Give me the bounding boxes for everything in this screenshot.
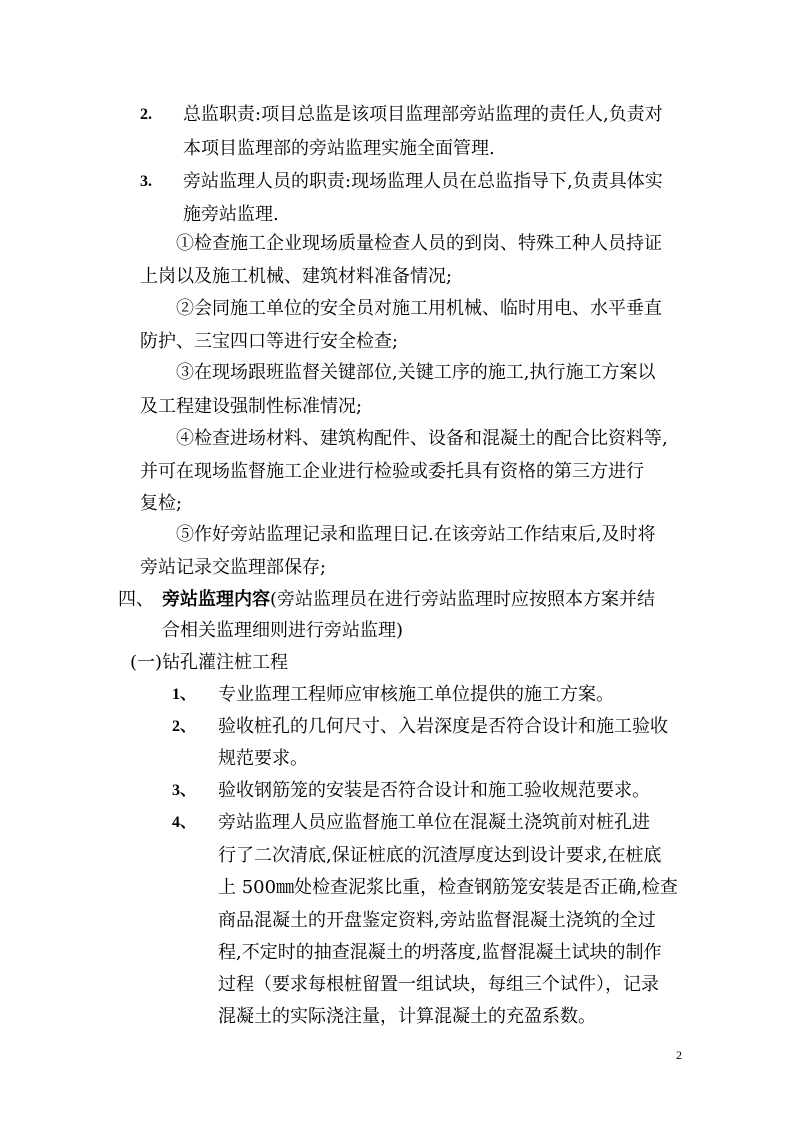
text-line: 总监职责:项目总监是该项目监理部旁站监理的责任人,负责对 (183, 104, 663, 125)
text-line: 并可在现场监督施工企业进行检验或委托具有资格的第三方进行 (140, 461, 644, 482)
item-number: 3、 (172, 782, 197, 799)
text-line: 本项目监理部的旁站监理实施全面管理. (183, 138, 495, 159)
text-line: ④检查进场材料、建筑构配件、设备和混凝土的配合比资料等, (176, 428, 668, 449)
item-number: 3. (140, 173, 152, 190)
text-line: 专业监理工程师应审核施工单位提供的施工方案。 (218, 684, 614, 705)
text-line: 混凝土的实际浇注量，计算混凝土的充盈系数。 (218, 1006, 596, 1027)
text-line: 行了二次清底,保证桩底的沉渣厚度达到设计要求,在桩底 (218, 845, 662, 866)
text-line: 防护、三宝四口等进行安全检查; (140, 331, 399, 352)
text-line: 程,不定时的抽查混凝土的坍落度,监督混凝土试块的制作 (218, 942, 662, 963)
text-line: 旁站记录交监理部保存; (140, 557, 327, 578)
text-line: 过程（要求每根桩留置一组试块，每组三个试件），记录 (218, 974, 659, 995)
text-line: 商品混凝土的开盘鉴定资料,旁站监督混凝土浇筑的全过 (218, 910, 656, 931)
text-line: 复检; (140, 493, 183, 514)
text-line: 合相关监理细则进行旁站监理) (162, 620, 404, 641)
text-line: 规范要求。 (218, 748, 308, 769)
text-line: 验收桩孔的几何尺寸、入岩深度是否符合设计和施工验收 (218, 716, 668, 737)
text-line: 及工程建设强制性标准情况; (140, 396, 363, 417)
page-number: 2 (676, 1048, 682, 1062)
text-line: 施旁站监理. (183, 204, 279, 225)
section-heading (162, 589, 655, 611)
subsection-title: (一)钻孔灌注桩工程 (130, 652, 289, 673)
text-line: ②会同施工单位的安全员对施工用机械、临时用电、水平垂直 (176, 298, 662, 319)
section-number: 四、 (118, 589, 154, 610)
text-line: 旁站监理人员的职责:现场监理人员在总监指导下,负责具体实 (183, 171, 663, 192)
text-line: ①检查施工企业现场质量检查人员的到岗、特殊工种人员持证 (176, 233, 662, 254)
section-heading-bold: 旁站监理内容 (162, 589, 270, 610)
item-number: 4、 (172, 814, 197, 831)
item-number: 1、 (172, 686, 197, 703)
text-line: ③在现场跟班监督关键部位,关键工序的施工,执行施工方案以 (176, 362, 656, 383)
text-line: 旁站监理人员应监督施工单位在混凝土浇筑前对桩孔进 (218, 812, 650, 833)
text-line: 上 500㎜处检查泥浆比重，检查钢筋笼安装是否正确,检查 (218, 877, 678, 898)
text-line: ⑤作好旁站监理记录和监理日记.在该旁站工作结束后,及时将 (176, 524, 656, 545)
section-heading-rest: (旁站监理员在进行旁站监理时应按照本方案并结 (270, 589, 656, 610)
text-line: 上岗以及施工机械、建筑材料准备情况; (140, 266, 453, 287)
text-line: 验收钢筋笼的安装是否符合设计和施工验收规范要求。 (218, 780, 650, 801)
item-number: 2. (140, 106, 152, 123)
item-number: 2、 (172, 718, 197, 735)
